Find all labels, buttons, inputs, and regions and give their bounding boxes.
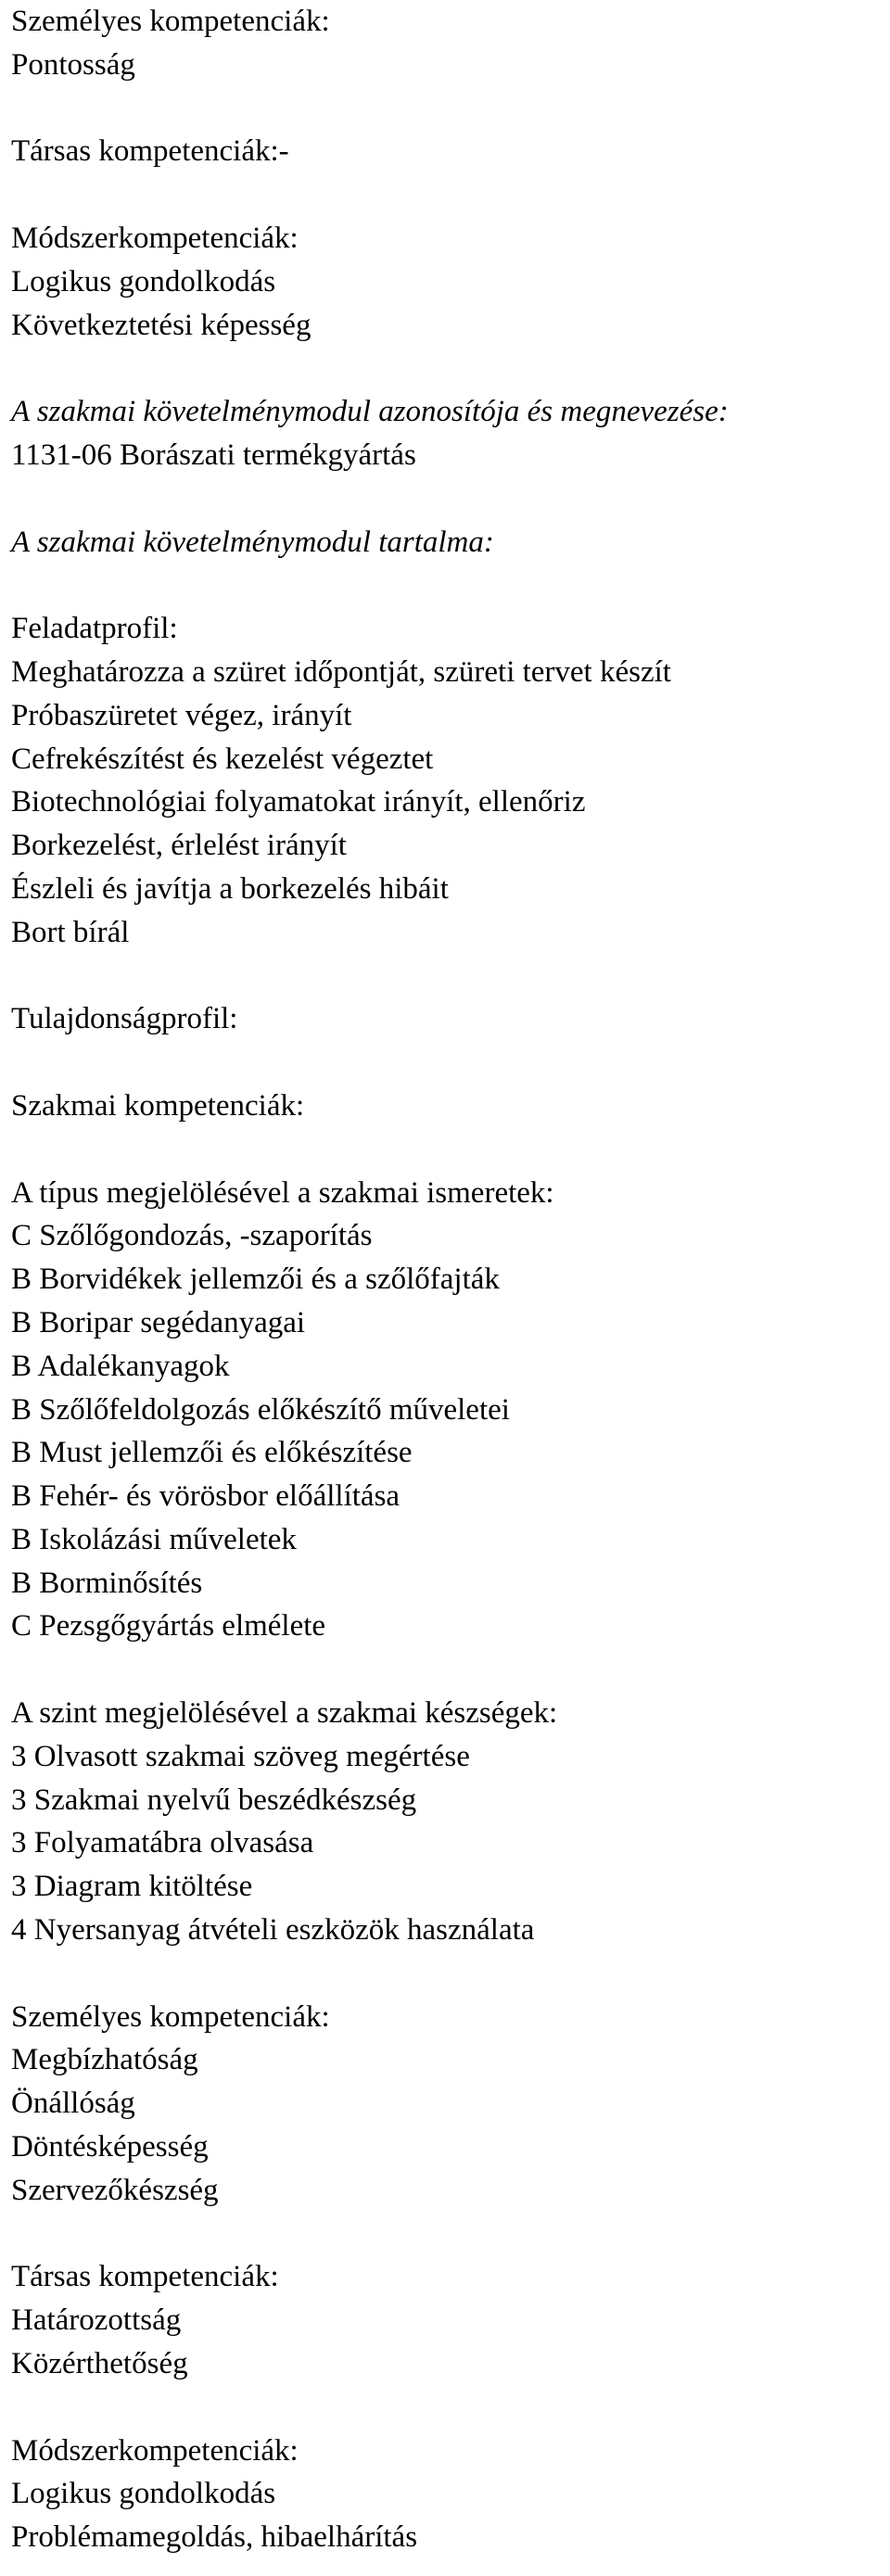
spacer: [11, 564, 883, 607]
list-item: Önállóság: [11, 2087, 135, 2121]
module-id-heading: A szakmai követelménymodul azonosítója és megnevezése:: [11, 395, 729, 429]
heading-social-competencies: Társas kompetenciák:-: [11, 134, 289, 169]
list-item: Próbaszüretet végez, irányít: [11, 698, 352, 732]
list-item: Bort bírál: [11, 915, 130, 949]
module-id-value: 1131-06 Borászati termékgyártás: [11, 438, 416, 472]
list-item: Cefrekészítést és kezelést végeztet: [11, 742, 434, 776]
list-item: Megbízhatóság: [11, 2043, 198, 2077]
list-item: B Boripar segédanyagai: [11, 1305, 306, 1339]
heading-personal-competencies: Személyes kompetenciák:: [11, 1999, 330, 2034]
spacer: [11, 477, 883, 521]
spacer: [11, 955, 883, 998]
list-item: B Iskolázási műveletek: [11, 1522, 297, 1556]
list-item: Meghatározza a szüret időpontját, szüreti tervet készít: [11, 654, 671, 689]
list-item: Biotechnológiai folyamatokat irányít, ellenőriz: [11, 785, 586, 819]
heading-personal-competencies: Személyes kompetenciák:: [11, 5, 330, 38]
spacer: [11, 173, 883, 217]
list-item: Borkezelést, érlelést irányít: [11, 829, 347, 863]
list-item: B Borminősítés: [11, 1566, 203, 1600]
list-item: B Adalékanyagok: [11, 1349, 230, 1383]
list-item: B Szőlőfeldolgozás előkészítő műveletei: [11, 1392, 510, 1427]
spacer: [11, 1952, 883, 1996]
list-item: 4 Nyersanyag átvételi eszközök használata: [11, 1913, 535, 1948]
list-item: 3 Olvasott szakmai szöveg megértése: [11, 1739, 470, 1773]
heading-task-profile: Feladatprofil:: [11, 612, 178, 646]
list-item: C Szőlőgondozás, -szaporítás: [11, 1219, 373, 1253]
list-item: 3 Folyamatábra olvasása: [11, 1826, 314, 1860]
list-item: Észleli és javítja a borkezelés hibáit: [11, 871, 449, 906]
spacer: [11, 2386, 883, 2430]
list-item: Közérthetőség: [11, 2347, 188, 2381]
spacer: [11, 1041, 883, 1085]
list-item: Pontosság: [11, 47, 135, 82]
spacer: [11, 347, 883, 390]
list-item: C Pezsgőgyártás elmélete: [11, 1609, 326, 1643]
heading-professional-skills: A szint megjelölésével a szakmai készségek:: [11, 1696, 558, 1731]
spacer: [11, 1128, 883, 1172]
module-content-heading: A szakmai követelménymodul tartalma:: [11, 525, 494, 559]
spacer: [11, 2213, 883, 2256]
spacer: [11, 1648, 883, 1692]
heading-methodological-competencies: Módszerkompetenciák:: [11, 221, 299, 255]
list-item: 3 Diagram kitöltése: [11, 1870, 253, 1904]
list-item: Logikus gondolkodás: [11, 264, 276, 298]
spacer: [11, 87, 883, 131]
heading-social-competencies: Társas kompetenciák:: [11, 2260, 279, 2294]
document-body: [11, 0, 883, 2559]
list-item: Logikus gondolkodás: [11, 2477, 276, 2511]
list-item: B Fehér- és vörösbor előállítása: [11, 1479, 400, 1514]
list-item: Következtetési képesség: [11, 308, 312, 342]
list-item: B Borvidékek jellemzői és a szőlőfajták: [11, 1263, 500, 1297]
list-item: Döntésképesség: [11, 2130, 209, 2164]
list-item: Határozottság: [11, 2303, 182, 2338]
list-item: Szervezőkészség: [11, 2173, 219, 2207]
heading-professional-competencies: Szakmai kompetenciák:: [11, 1088, 305, 1123]
list-item: 3 Szakmai nyelvű beszédkészség: [11, 1783, 417, 1817]
list-item: B Must jellemzői és előkészítése: [11, 1436, 413, 1470]
heading-property-profile: Tulajdonságprofil:: [11, 1002, 238, 1036]
heading-professional-knowledge: A típus megjelölésével a szakmai ismeretek:: [11, 1175, 554, 1210]
list-item: Problémamegoldás, hibaelhárítás: [11, 2520, 418, 2555]
heading-methodological-competencies: Módszerkompetenciák:: [11, 2433, 299, 2468]
